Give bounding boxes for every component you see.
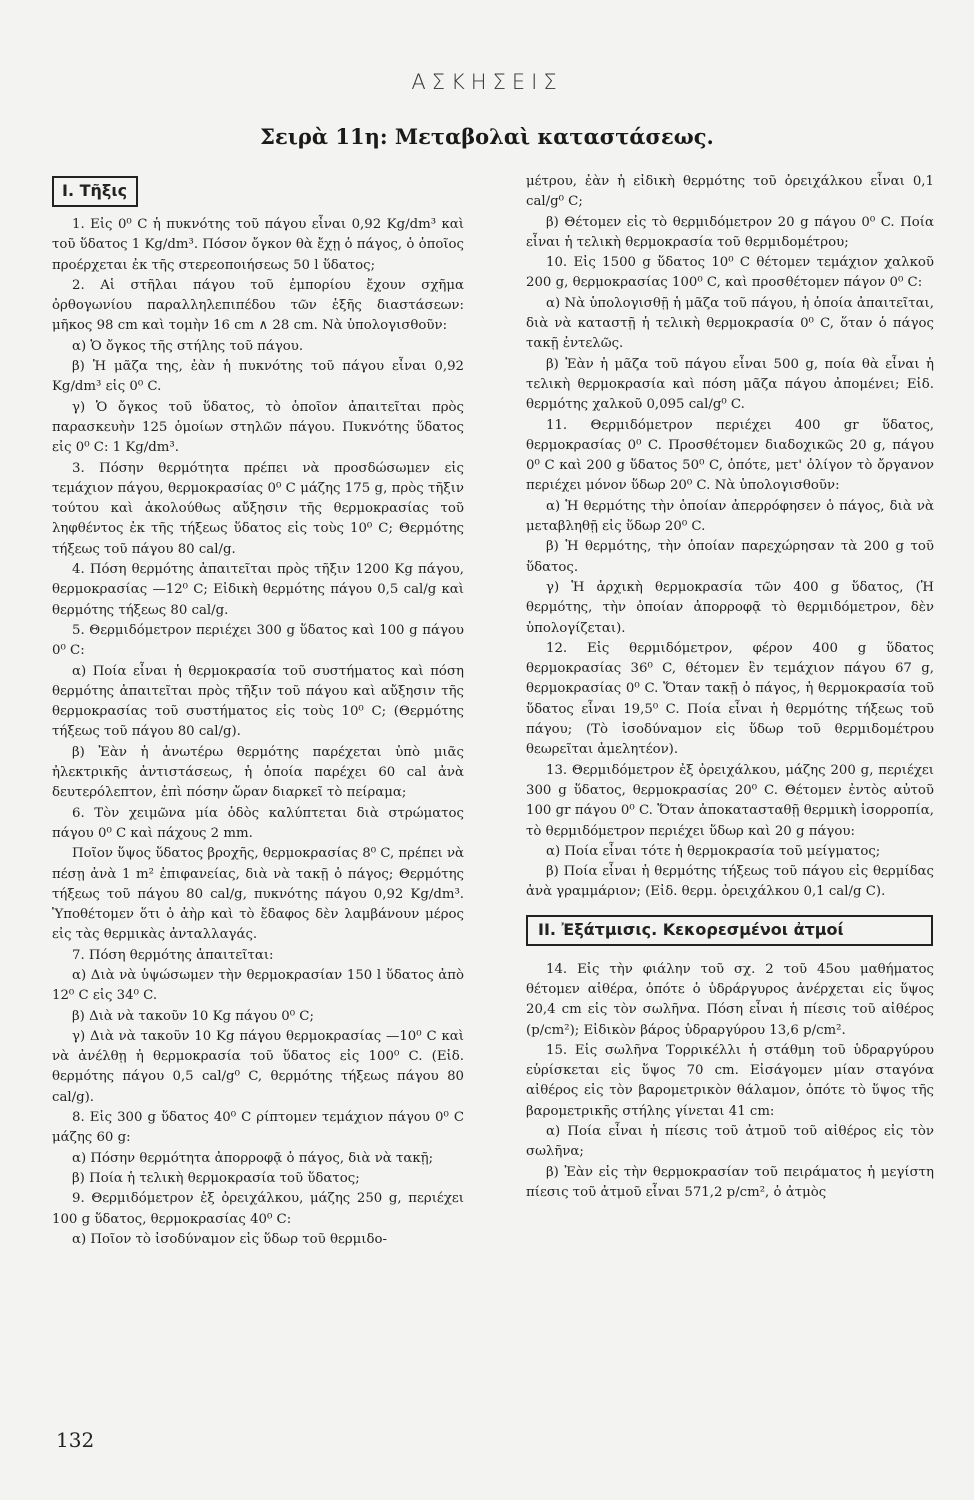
paragraph: α) Ποία εἶναι τότε ἡ θερμοκρασία τοῦ μείγματος; xyxy=(546,843,881,859)
paragraph: β) Ποία εἶναι ἡ θερμότης τήξεως τοῦ πάγου εἰς θερμίδας ἀνὰ γραμμάριον; (Εἰδ. θερμ. ὀρειχάλκου 0,1 cal/g C). xyxy=(526,864,934,900)
paragraph: β) Θέτομεν εἰς τὸ θερμιδόμετρον 20 g πάγου 0⁰ C. Ποία εἶναι ἡ τελικὴ θερμοκρασία τοῦ θερμιδομέτρου; xyxy=(526,214,934,250)
paragraph: γ) Διὰ νὰ τακοῦν 10 Kg πάγου θερμοκρασίας —10⁰ C καὶ νὰ ἀνέλθῃ ἡ θερμοκρασία τοῦ ὕδατος εἰς 100⁰ C. (Εἰδ. θερμότης πάγου 0,5 cal/g⁰ C, θερμότης τήξεως πάγου 80 cal/g). xyxy=(52,1028,464,1105)
paragraph: μέτρου, ἐὰν ἡ εἰδικὴ θερμότης τοῦ ὀρειχάλκου εἶναι 0,1 cal/g⁰ C; xyxy=(526,174,934,210)
paragraph: Ποῖον ὕψος ὕδατος βροχῆς, θερμοκρασίας 8⁰ C, πρέπει νὰ πέσῃ ἀνὰ 1 m² ἐπιφανείας, διὰ νὰ τακῇ ὁ πάγος; Θερμότης τήξεως τοῦ πάγου 80 cal/g, πυκνότης πάγου 0,92 Kg/dm³. Ὑποθέτομεν ὅτι ὁ ἀὴρ καὶ τὸ ἔδαφος δὲν λαμβάνουν μέρος εἰς τὰς θερμικὰς ἀνταλλαγάς. xyxy=(52,846,465,943)
paragraph: α) Ἡ θερμότης τὴν ὁποίαν ἀπερρόφησεν ὁ πάγος, διὰ νὰ μεταβληθῇ εἰς ὕδωρ 20⁰ C. xyxy=(526,498,934,535)
section-heading-evaporation: ΙΙ. Ἐξάτμισις. Κεκορεσμένοι ἀτμοί xyxy=(526,915,933,946)
paragraph: 7. Πόση θερμότης ἀπαιτεῖται: xyxy=(72,947,274,963)
paragraph: 6. Τὸν χειμῶνα μία ὁδὸς καλύπτεται διὰ στρώματος πάγου 0⁰ C καὶ πάχους 2 mm. xyxy=(52,805,464,841)
paragraph: 8. Εἰς 300 g ὕδατος 40⁰ C ρίπτομεν τεμάχιον πάγου 0⁰ C μάζης 60 g: xyxy=(52,1110,464,1146)
paragraph: α) Ποία εἶναι ἡ πίεσις τοῦ ἀτμοῦ τοῦ αἰθέρος εἰς τὸν σωλῆνα; xyxy=(526,1124,934,1160)
right-paragraphs-after xyxy=(526,960,934,1204)
left-paragraphs xyxy=(52,215,464,1250)
paragraph: γ) Ὁ ὄγκος τοῦ ὕδατος, τὸ ὁποῖον ἀπαιτεῖται πρὸς παρασκευὴν 125 ὁμοίων στηλῶν πάγου. Πυκνότης ὕδατος εἰς 0⁰ C: 1 Kg/dm³. xyxy=(52,399,464,456)
paragraph: 12. Εἰς θερμιδόμετρον, φέρον 400 g ὕδατος θερμοκρασίας 36⁰ C, θέτομεν ἓν τεμάχιον πάγου 67 g, θερμοκρασίας 0⁰ C. Ὅταν τακῇ ὁ πάγος, ἡ θερμοκρασία τοῦ ὕδατος εἶναι 19,5⁰ C. Ποία εἶναι ἡ θερμότης τήξεως τοῦ πάγου; (Τὸ ἰσοδύναμον εἰς ὕδωρ τοῦ θερμιδομέτρου θεωρεῖται ἀμελητέον). xyxy=(526,640,934,758)
paragraph: 3. Πόσην θερμότητα πρέπει νὰ προσδώσωμεν εἰς τεμάχιον πάγου, θερμοκρασίας 0⁰ C μάζης 175 g, πρὸς τῆξιν τούτου καὶ ἀκολούθως αὔξησιν τῆς θερμοκρασίας τοῦ ληφθέντος ἐκ τῆς τήξεως ὕδατος εἰς τοὺς 10⁰ C; Θερμότης τήξεως τοῦ πάγου 80 cal/g. xyxy=(52,460,464,557)
paragraph: 14. Εἰς τὴν φιάλην τοῦ σχ. 2 τοῦ 45ου μαθήματος θέτομεν αἰθέρα, ὁπότε ὁ ὑδράργυρος ἀνέρχεται εἰς ὕψος 20,4 cm εἰς τὸν σωλῆνα. Πόση εἶναι ἡ πίεσις τοῦ αἰθέρος (p/cm²); Εἰδικὸν βάρος ὑδραργύρου 13,6 p/cm². xyxy=(526,961,934,1038)
paragraph: α) Ποία εἶναι ἡ θερμοκρασία τοῦ συστήματος καὶ πόση θερμότης ἀπαιτεῖται πρὸς τῆξιν τοῦ πάγου καὶ αὔξησιν τῆς θερμοκρασίας τοῦ συστήματος εἰς τοὺς 10⁰ C; (Θερμότης τήξεως τοῦ πάγου 80 cal/g). xyxy=(52,663,464,740)
paragraph: 13. Θερμιδόμετρον ἐξ ὀρειχάλκου, μάζης 200 g, περιέχει 300 g ὕδατος, θερμοκρασίας 20⁰ C. Θέτομεν ἐντὸς αὐτοῦ 100 gr πάγου 0⁰ C. Ὅταν ἀποκατασταθῇ θερμικὴ ἰσορροπία, τὸ θερμιδόμετρον περιέχει ὕδωρ καὶ 20 g πάγου: xyxy=(526,762,934,839)
paragraph: 11. Θερμιδόμετρον περιέχει 400 gr ὕδατος, θερμοκρασίας 0⁰ C. Προσθέτομεν διαδοχικῶς 20 g, πάγου 0⁰ C καὶ 200 g ὕδατος 50⁰ C, ὁπότε, μετ' ὀλίγον τὸ ὄργανον περιέχει μόνον ὕδωρ 20⁰ C. Νὰ ὑπολογισθοῦν: xyxy=(526,417,934,494)
paragraph: α) Ποῖον τὸ ἰσοδύναμον εἰς ὕδωρ τοῦ θερμιδο- xyxy=(72,1231,388,1247)
paragraph: β) Ἐὰν εἰς τὴν θερμοκρασίαν τοῦ πειράματος ἡ μεγίστη πίεσις τοῦ ἀτμοῦ εἶναι 571,2 p/cm², ὁ ἀτμὸς xyxy=(526,1164,934,1200)
paragraph: β) Ἐὰν ἡ ἀνωτέρω θερμότης παρέχεται ὑπὸ μιᾶς ἠλεκτρικῆς ἀντιστάσεως, ἡ ὁποία παρέχει 60 cal ἀνὰ δευτερόλεπτον, ἐπὶ πόσην ὥραν διαρκεῖ τὸ πείραμα; xyxy=(52,744,464,801)
running-head: ΑΣΚΗΣΕΙΣ xyxy=(411,70,563,94)
paragraph: 10. Εἰς 1500 g ὕδατος 10⁰ C θέτομεν τεμάχιον χαλκοῦ 200 g, θερμοκρασίας 100⁰ C, καὶ προσθέτομεν πάγον 0⁰ C: xyxy=(526,255,934,291)
page-number: 132 xyxy=(56,1428,95,1452)
paragraph: α) Πόσην θερμότητα ἀπορροφᾷ ὁ πάγος, διὰ νὰ τακῇ; xyxy=(72,1150,434,1166)
left-column xyxy=(52,170,464,1250)
paragraph: α) Νὰ ὑπολογισθῇ ἡ μᾶζα τοῦ πάγου, ἡ ὁποία ἀπαιτεῖται, διὰ νὰ καταστῇ ἡ τελικὴ θερμοκρασία 0⁰ C, ὅταν ὁ πάγος τακῇ ἐντελῶς. xyxy=(526,295,934,352)
paragraph: 5. Θερμιδόμετρον περιέχει 300 g ὕδατος καὶ 100 g πάγου 0⁰ C: xyxy=(52,622,464,659)
paragraph: α) Διὰ νὰ ὑψώσωμεν τὴν θερμοκρασίαν 150 l ὕδατος ἀπὸ 12⁰ C εἰς 34⁰ C. xyxy=(52,967,464,1004)
paragraph: 4. Πόση θερμότης ἀπαιτεῖται πρὸς τῆξιν 1200 Kg πάγου, θερμοκρασίας —12⁰ C; Εἰδικὴ θερμότης πάγου 0,5 cal/g καὶ θερμότης τήξεως 80 cal/g. xyxy=(52,562,464,618)
paragraph: 15. Εἰς σωλῆνα Τορρικέλλι ἡ στάθμη τοῦ ὑδραργύρου εὑρίσκεται εἰς ὕψος 70 cm. Εἰσάγομεν μίαν σταγόνα αἰθέρος εἰς τὸν βαρομετρικὸν θάλαμον, ὁπότε τὸ ὕψος τῆς βαρομετρικῆς στήλης γίνεται 41 cm: xyxy=(526,1042,934,1119)
right-column xyxy=(526,172,934,1203)
paragraph: 1. Εἰς 0⁰ C ἡ πυκνότης τοῦ πάγου εἶναι 0,92 Kg/dm³ καὶ τοῦ ὕδατος 1 Kg/dm³. Πόσον ὄγκον θὰ ἔχῃ ὁ πάγος, ὁ ὁποῖος προέρχεται ἐκ τῆς στερεοποιήσεως 50 l ὕδατος; xyxy=(52,217,464,273)
paragraph: γ) Ἡ ἀρχικὴ θερμοκρασία τῶν 400 g ὕδατος, (Ἡ θερμότης, τὴν ὁποίαν ἀπορροφᾷ τὸ θερμιδόμετρον, δὲν ὑπολογίζεται). xyxy=(526,579,934,636)
section-heading-melting: Ι. Τῆξις xyxy=(52,176,138,207)
paragraph: β) Ποία ἡ τελικὴ θερμοκρασία τοῦ ὕδατος; xyxy=(72,1170,360,1186)
paragraph: 9. Θερμιδόμετρον ἐξ ὀρειχάλκου, μάζης 250 g, περιέχει 100 g ὕδατος, θερμοκρασίας 40⁰ C: xyxy=(52,1191,464,1227)
paragraph: β) Ἡ μᾶζα της, ἐὰν ἡ πυκνότης τοῦ πάγου εἶναι 0,92 Kg/dm³ εἰς 0⁰ C. xyxy=(52,359,464,395)
page-title: Σειρὰ 11η: Μεταβολαὶ καταστάσεως. xyxy=(260,124,714,149)
paragraph: β) Ἡ θερμότης, τὴν ὁποίαν παρεχώρησαν τὰ 200 g τοῦ ὕδατος. xyxy=(526,539,934,575)
paragraph: β) Διὰ νὰ τακοῦν 10 Kg πάγου 0⁰ C; xyxy=(72,1008,314,1024)
paragraph: β) Ἐὰν ἡ μᾶζα τοῦ πάγου εἶναι 500 g, ποία θὰ εἶναι ἡ τελικὴ θερμοκρασία καὶ πόση μᾶζα πάγου ἀπομένει; Εἰδ. θερμότης χαλκοῦ 0,095 cal/g⁰ C. xyxy=(526,356,934,413)
right-paragraphs-before xyxy=(526,172,934,903)
paragraph: α) Ὁ ὄγκος τῆς στήλης τοῦ πάγου. xyxy=(72,338,304,354)
paragraph: 2. Αἱ στῆλαι πάγου τοῦ ἐμπορίου ἔχουν σχῆμα ὀρθογωνίου παραλληλεπιπέδου τῶν ἑξῆς διαστάσεων: μῆκος 98 cm καὶ τομὴν 16 cm ∧ 28 cm. Νὰ ὑπολογισθοῦν: xyxy=(52,277,464,334)
